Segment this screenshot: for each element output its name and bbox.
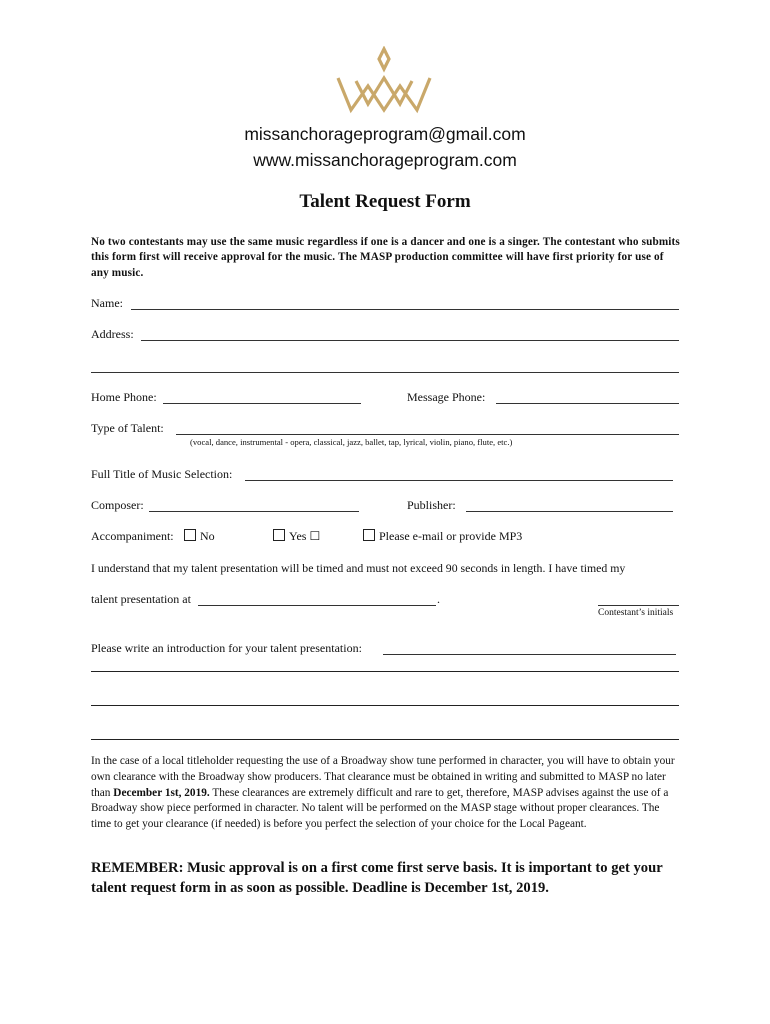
checkbox-no[interactable]: [184, 529, 196, 541]
home-phone-label: Home Phone:: [91, 390, 157, 404]
type-of-talent-hint: (vocal, dance, instrumental - opera, classical, jazz, ballet, tap, lyrical, violin, piano, flute, etc.): [190, 437, 513, 447]
publisher-label: Publisher:: [407, 498, 456, 512]
introduction-label: Please write an introduction for your talent presentation:: [91, 641, 362, 655]
timing-statement: I understand that my talent presentation will be timed and must not exceed 90 seconds in length. I have timed my: [91, 561, 626, 575]
address-field[interactable]: [141, 340, 679, 341]
type-of-talent-field[interactable]: [176, 434, 679, 435]
music-title-field[interactable]: [245, 480, 673, 481]
crown-icon: [334, 46, 434, 120]
name-field[interactable]: [131, 309, 679, 310]
timed-at-field[interactable]: [198, 605, 436, 606]
timed-at-period: .: [437, 592, 440, 606]
composer-field[interactable]: [149, 511, 359, 512]
broadway-clearance-note: [91, 754, 681, 833]
composer-label: Composer:: [91, 498, 144, 512]
contact-email[interactable]: missanchorageprogram@gmail.com: [244, 124, 526, 144]
address-label: Address:: [91, 327, 134, 341]
checkbox-mp3[interactable]: [363, 529, 375, 541]
option-mp3[interactable]: [363, 529, 522, 543]
remember-notice: REMEMBER: Music approval is on a first come first serve basis. It is important to get your talent request form in as soon as possible. Deadline is December 1st, 2019.: [91, 860, 663, 896]
broadway-deadline: December 1st, 2019.: [113, 786, 210, 799]
initials-label: Contestant’s initials: [598, 608, 674, 618]
intro-paragraph: No two contestants may use the same music regardless if one is a dancer and one is a singer. The contestant who submits this form first will receive approval for the music. The MASP production committee will have first priority for use of any music.: [91, 236, 680, 279]
introduction-line-1[interactable]: [91, 671, 679, 672]
timed-at-label: talent presentation at: [91, 592, 191, 606]
broadway-note-part-2: These clearances are extremely difficult and rare to get, therefore, MASP advises against the use of a Broadway show piece performed in character. No talent will be performed on the MASP stage without proper clearances. The time to get your clearance (if needed) is before you perfect the selection of your choice for the Local Pageant.: [91, 786, 669, 831]
accompaniment-label: Accompaniment:: [91, 529, 174, 543]
introduction-line-2[interactable]: [91, 705, 679, 706]
music-title-label: Full Title of Music Selection:: [91, 467, 233, 481]
type-of-talent-label: Type of Talent:: [91, 421, 164, 435]
checkbox-yes[interactable]: [273, 529, 285, 541]
broadway-note-part-1: In the case of a local titleholder requesting the use of a Broadway show tune performed in character, you will have to obtain your own clearance with the Broadway show producers. That clearance must be obtained in writing and submitted to MASP no later than: [91, 755, 675, 799]
home-phone-field[interactable]: [163, 403, 361, 404]
introduction-field[interactable]: [383, 654, 676, 655]
publisher-field[interactable]: [466, 511, 673, 512]
form-title: Talent Request Form: [299, 191, 471, 212]
introduction-line-3[interactable]: [91, 739, 679, 740]
name-label: Name:: [91, 296, 123, 310]
option-no[interactable]: [184, 529, 215, 543]
initials-field[interactable]: [598, 605, 679, 606]
option-yes-label: Yes ☐: [289, 529, 321, 543]
option-yes[interactable]: [273, 529, 320, 543]
message-phone-field[interactable]: [496, 403, 679, 404]
option-no-label: No: [200, 529, 215, 543]
option-mp3-label: Please e-mail or provide MP3: [379, 529, 523, 543]
address-field-line-2[interactable]: [91, 372, 679, 373]
message-phone-label: Message Phone:: [407, 390, 486, 404]
contact-website[interactable]: www.missanchorageprogram.com: [253, 150, 517, 170]
